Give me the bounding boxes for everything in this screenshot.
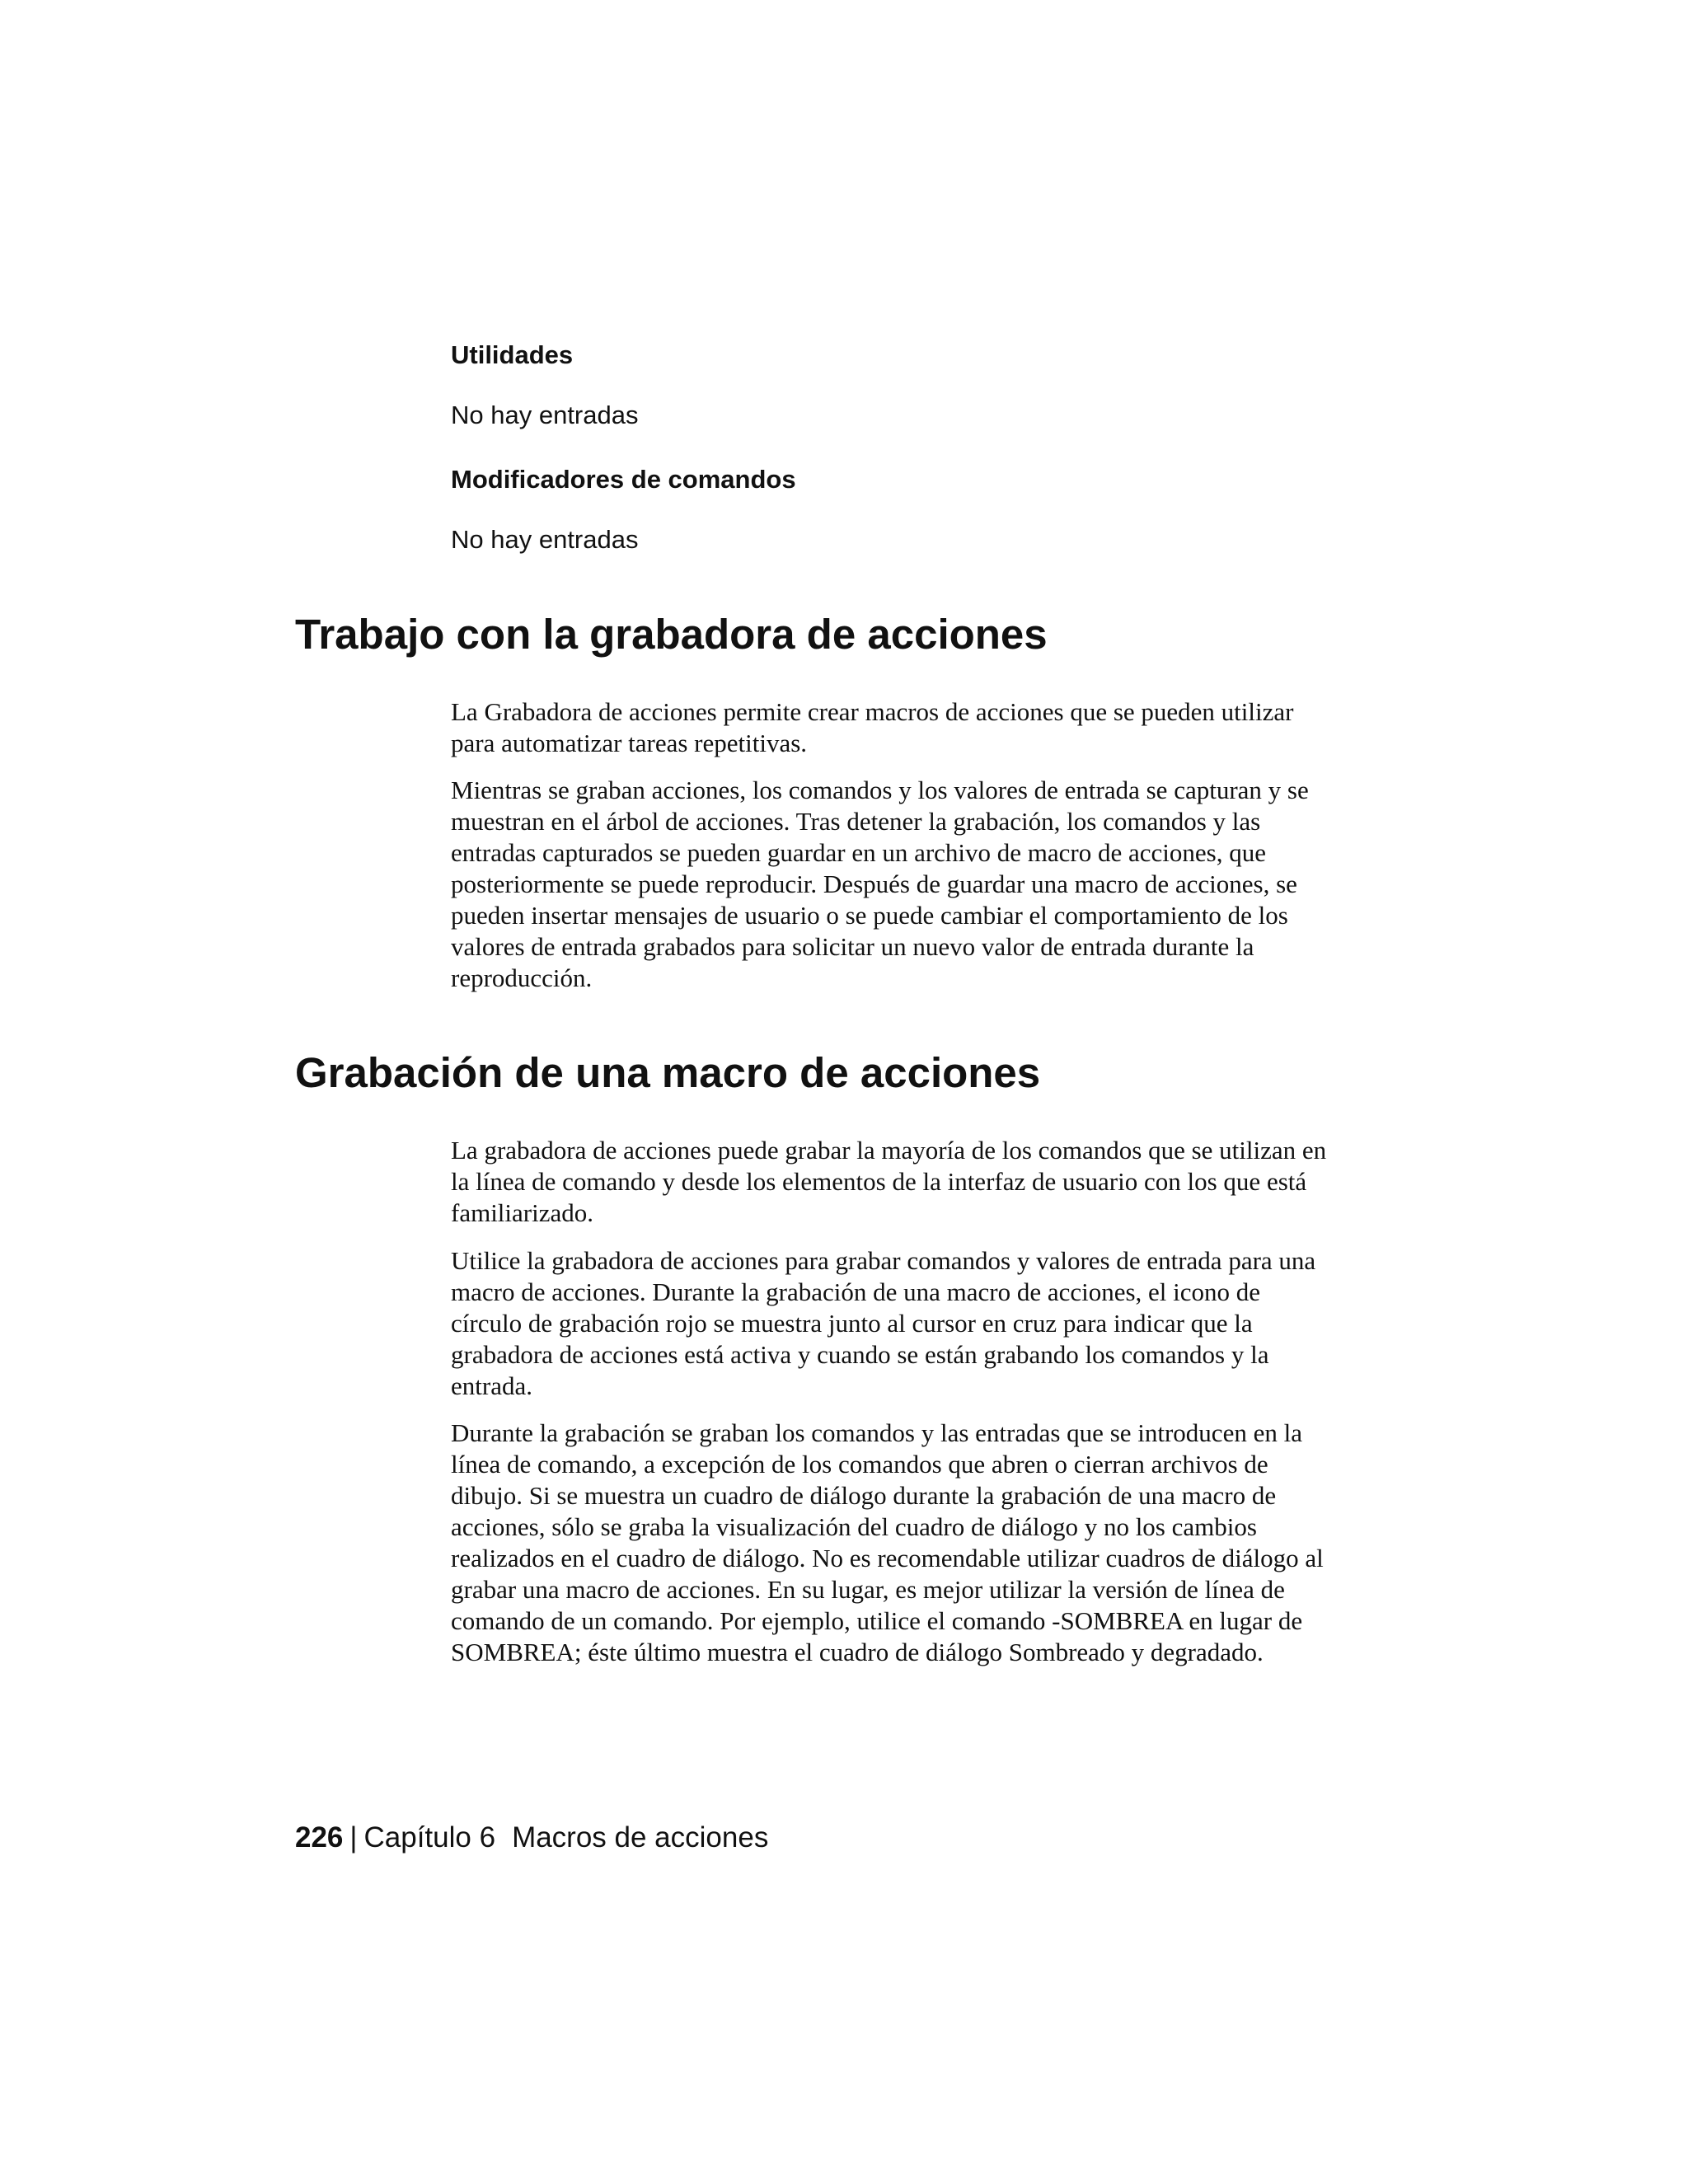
paragraph: La Grabadora de acciones permite crear macros de acciones que se pueden utilizar para automatizar tareas repetitivas. xyxy=(451,697,1294,757)
modificadores-heading: Modificadores de comandos xyxy=(451,465,796,494)
paragraph: Utilice la grabadora de acciones para grabar comandos y valores de entrada para una macro de acciones. Durante la grabación de una macro de acciones, el icono de círculo de grabación rojo se muestra junto al cursor en cruz para indicar que la grabadora de acciones está activa y cuando se están grabando los comandos y la entrada. xyxy=(451,1246,1316,1400)
chapter-label: Capítulo 6 xyxy=(363,1821,496,1854)
page-number: 226 xyxy=(295,1821,344,1854)
modificadores-text: No hay entradas xyxy=(451,525,639,554)
paragraph: Durante la grabación se graban los comandos y las entradas que se introducen en la línea de comando, a excepción de los comandos que abren o cierran archivos de dibujo. Si se muestra un cuadro de diálogo durante la grabación de una macro de acciones, sólo se graba la visualización del cuadro de diálogo y no los cambios realizados en el cuadro de diálogo. No es recomendable utilizar cuadros de diálogo al grabar una macro de acciones. En su lugar, es mejor utilizar la versión de línea de comando de un comando. Por ejemplo, utilice el comando -SOMBREA en lugar de SOMBREA; éste último muestra el cuadro de diálogo Sombreado y degradado. xyxy=(451,1418,1324,1666)
section-title-grabacion: Grabación de una macro de acciones xyxy=(295,1049,1041,1096)
footer-separator: | xyxy=(349,1821,358,1854)
utilidades-text: No hay entradas xyxy=(451,401,639,429)
paragraph: La grabadora de acciones puede grabar la mayoría de los comandos que se utilizan en la línea de comando y desde los elementos de la interfaz de usuario con los que está familiarizado. xyxy=(451,1136,1327,1227)
utilidades-heading: Utilidades xyxy=(451,340,574,369)
chapter-title: Macros de acciones xyxy=(512,1821,769,1854)
section-title-trabajo: Trabajo con la grabadora de acciones xyxy=(295,611,1048,658)
page-footer xyxy=(295,1820,768,1856)
paragraph: Mientras se graban acciones, los comandos y los valores de entrada se capturan y se muestran en el árbol de acciones. Tras detener la grabación, los comandos y las entradas capturados se pueden guardar en un archivo de macro de acciones, que posteriormente se puede reproducir. Después de guardar una macro de acciones, se pueden insertar mensajes de usuario o se puede cambiar el comportamiento de los valores de entrada grabados para solicitar un nuevo valor de entrada durante la reproducción. xyxy=(451,776,1309,992)
